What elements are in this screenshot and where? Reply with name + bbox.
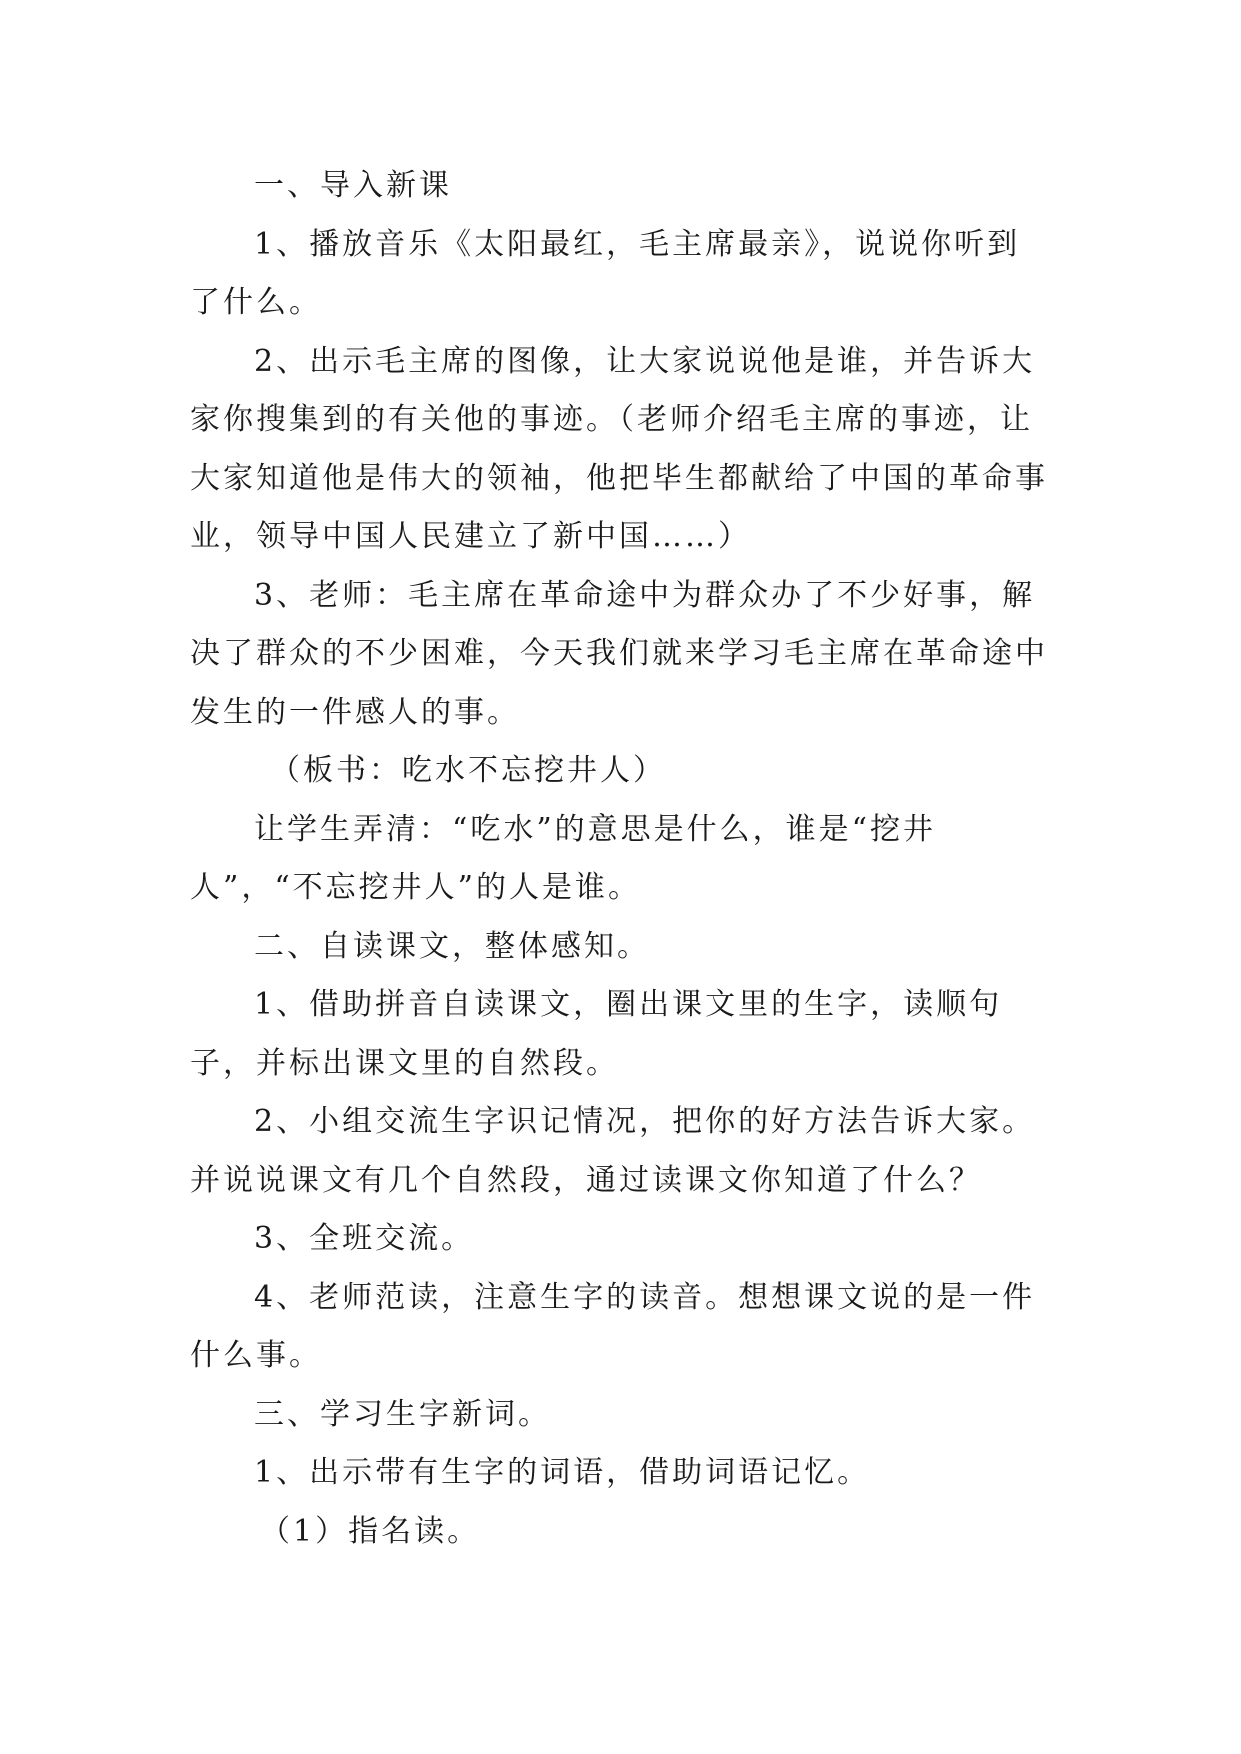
paragraph: 3、全班交流。 <box>254 1221 475 1256</box>
paragraph: 4、老师范读，注意生字的读音。想想课文说的是一件什么事。 <box>190 1279 1036 1373</box>
paragraph: 1、播放音乐《太阳最红，毛主席最亲》，说说你听到了什么。 <box>190 226 1021 320</box>
paragraph: 2、出示毛主席的图像，让大家说说他是谁，并告诉大家你搜集到的有关他的事迹。（老师介绍毛主席的事迹，让大家知道他是伟大的领袖，他把毕生都献给了中国的革命事业，领导中国人民建立了新中国……） <box>190 343 1048 554</box>
section-heading-1: 一、导入新课 <box>254 168 452 203</box>
paragraph: 3、老师：毛主席在革命途中为群众办了不少好事，解决了群众的不少困难，今天我们就来学习毛主席在革命途中发生的一件感人的事。 <box>190 577 1048 730</box>
paragraph: 1、借助拼音自读课文，圈出课文里的生字，读顺句子，并标出课文里的自然段。 <box>190 987 1003 1081</box>
board-note: （板书：吃水不忘挖井人） <box>270 753 666 788</box>
paragraph: 1、出示带有生字的词语，借助词语记忆。 <box>254 1455 871 1490</box>
sub-item: （1）指名读。 <box>260 1513 481 1549</box>
paragraph: 2、小组交流生字识记情况，把你的好方法告诉大家。并说说课文有几个自然段，通过读课文你知道了什么？ <box>190 1104 1036 1198</box>
document-body <box>190 157 1050 1561</box>
paragraph: 让学生弄清：“吃水”的意思是什么，谁是“挖井人”，“不忘挖井人”的人是谁。 <box>190 811 937 905</box>
section-heading-3: 三、学习生字新词。 <box>254 1396 551 1432</box>
section-heading-2: 二、自读课文，整体感知。 <box>254 928 650 964</box>
